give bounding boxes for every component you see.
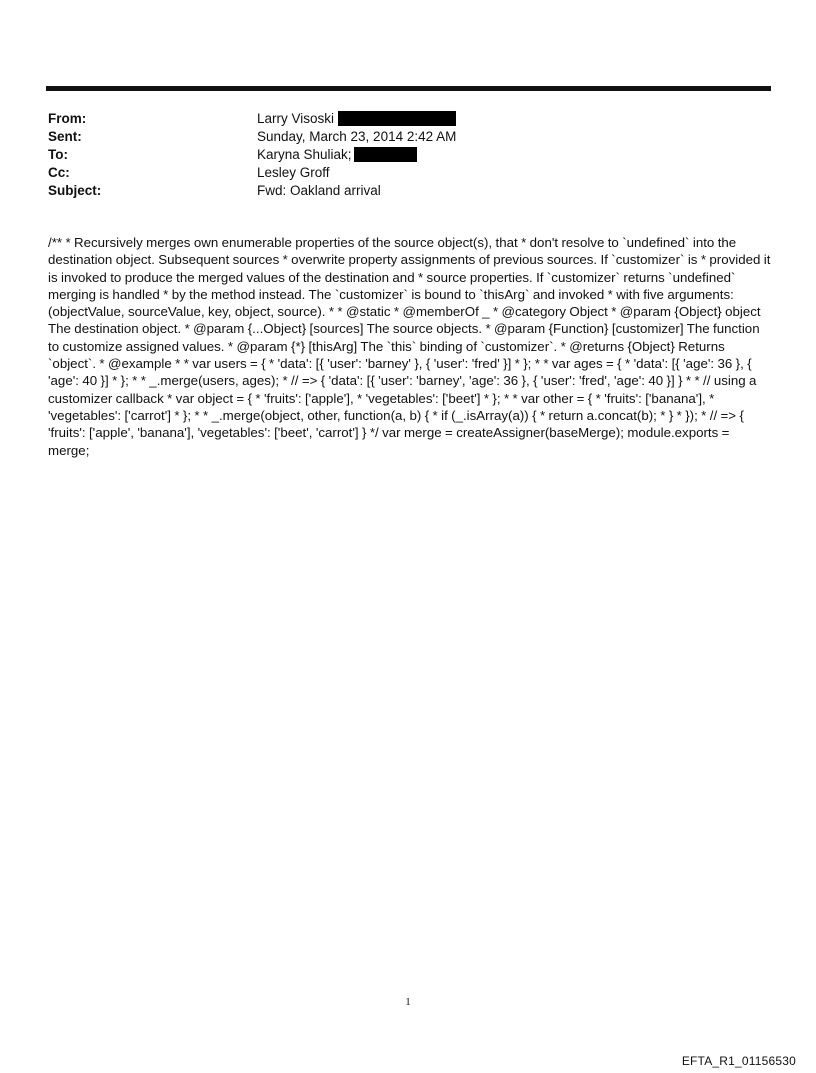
from-row xyxy=(48,109,768,127)
to-row xyxy=(48,145,768,163)
sent-row xyxy=(48,127,768,145)
redaction-block xyxy=(338,111,456,126)
redaction-block xyxy=(354,147,417,162)
header-rule xyxy=(46,86,771,91)
subject-value: Fwd: Oakland arrival xyxy=(257,182,381,198)
from-label: From: xyxy=(48,110,87,126)
cc-label: Cc: xyxy=(48,164,70,180)
to-label: To: xyxy=(48,146,68,162)
cc-value: Lesley Groff xyxy=(257,164,330,180)
document-id: EFTA_R1_01156530 xyxy=(681,1054,796,1068)
subject-row xyxy=(48,181,768,199)
email-header xyxy=(48,109,768,199)
subject-label: Subject: xyxy=(48,182,102,198)
to-value: Karyna Shuliak; xyxy=(257,146,352,162)
sent-label: Sent: xyxy=(48,128,82,144)
email-body: /** * Recursively merges own enumerable properties of the source object(s), that * don't resolve to `undefined` into the destination object. Subsequent sources * overwrite property assignments of previous sources. If `customizer` is * provided it is invoked to produce the merged values of the destination and * source properties. If `customizer` returns `undefined` merging is handled * by the method instead. The `customizer` is bound to `thisArg` and invoked * with five arguments: (objectValue, sourceValue, key, object, source). * * @static * @memberOf _ * @category Object * @param {Object} object The destination object. * @param {...Object} [sources] The source objects. * @param {Function} [customizer] The function to customize assigned values. * @param {*} [thisArg] The `this` binding of `customizer`. * @returns {Object} Returns `object`. * @example * * var users = { * 'data': [{ 'user': 'barney' }, { 'user': 'fred' }] * }; * * var ages = { * 'data': [{ 'age': 36 }, { 'age': 40 }] * }; * * _.merge(users, ages); * // => { 'data': [{ 'user': 'barney', 'age': 36 }, { 'user': 'fred', 'age': 40 }] } * * // using a customizer callback * var object = { * 'fruits': ['apple'], * 'vegetables': ['beet'] * }; * * var other = { * 'fruits': ['banana'], * 'vegetables': ['carrot'] * }; * * _.merge(object, other, function(a, b) { * if (_.isArray(a)) { * return a.concat(b); * } * }); * // => { 'fruits': ['apple', 'banana'], 'vegetables': ['beet', 'carrot'] } */ var merge = createAssigner(baseMerge); module.exports = merge; xyxy=(48,235,771,458)
cc-row xyxy=(48,163,768,181)
page-number: 1 xyxy=(405,996,411,1008)
sent-value: Sunday, March 23, 2014 2:42 AM xyxy=(257,128,457,144)
from-value: Larry Visoski xyxy=(257,110,335,126)
